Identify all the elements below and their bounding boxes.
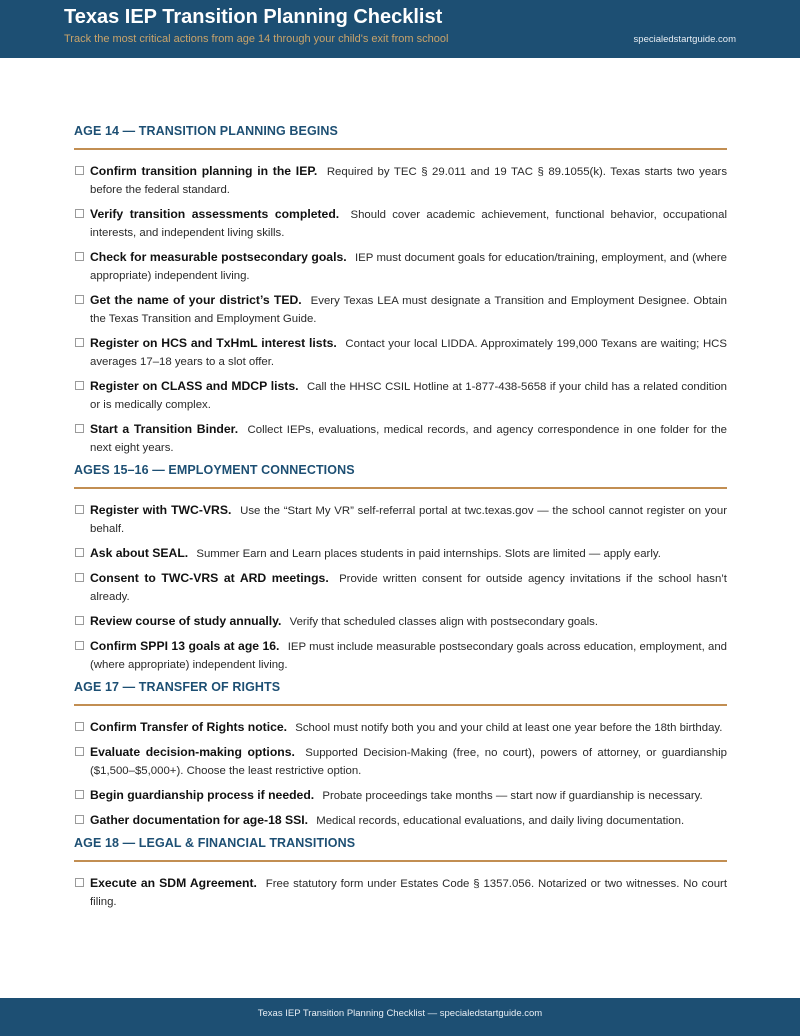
item-lead: Gather documentation for age-18 SSI. bbox=[90, 813, 309, 827]
item-description: Should cover academic achievement, functional behavior, occupational interests, and independent living skills. bbox=[90, 209, 727, 239]
checklist-item bbox=[74, 334, 727, 371]
checkbox[interactable] bbox=[75, 295, 84, 304]
item-lead: Execute an SDM Agreement. bbox=[90, 876, 257, 890]
item-lead: Evaluate decision-making options. bbox=[90, 745, 295, 759]
checklist-item bbox=[74, 205, 727, 242]
item-description: IEP must document goals for education/training, employment, and (where appropriate) independent living. bbox=[90, 252, 727, 282]
item-description: Probate proceedings take months — start now if guardianship is necessary. bbox=[322, 790, 703, 802]
section-divider bbox=[74, 860, 727, 862]
item-lead: Register with TWC-VRS. bbox=[90, 503, 232, 517]
item-lead: Register on HCS and TxHmL interest lists. bbox=[90, 336, 337, 350]
checkbox[interactable] bbox=[75, 209, 84, 218]
checklist-item bbox=[74, 544, 727, 563]
item-lead: Confirm Transfer of Rights notice. bbox=[90, 720, 288, 734]
item-lead: Confirm transition planning in the IEP. bbox=[90, 164, 318, 178]
checkbox[interactable] bbox=[75, 878, 84, 887]
item-lead: Start a Transition Binder. bbox=[90, 422, 239, 436]
checkbox[interactable] bbox=[75, 722, 84, 731]
checklist-item bbox=[74, 248, 727, 285]
item-lead: Get the name of your district’s TED. bbox=[90, 293, 302, 307]
checklist-section bbox=[74, 463, 727, 674]
footer-text: Texas IEP Transition Planning Checklist — specialedstartguide.com bbox=[257, 1008, 543, 1019]
page-footer bbox=[0, 998, 800, 1036]
item-lead: Review course of study annually. bbox=[90, 614, 282, 628]
page-subtitle: Track the most critical actions from age 14 through your child's exit from school bbox=[64, 33, 449, 45]
item-description: Every Texas LEA must designate a Transition and Employment Designee. Obtain the Texas Transition and Employment Guide. bbox=[90, 295, 727, 325]
item-lead: Begin guardianship process if needed. bbox=[90, 788, 315, 802]
checkbox[interactable] bbox=[75, 424, 84, 433]
checklist-item bbox=[74, 786, 727, 805]
item-description: Required by TEC § 29.011 and 19 TAC § 89.1055(k). Texas starts two years before the federal standard. bbox=[90, 166, 728, 196]
item-description: IEP must include measurable postsecondary goals across education, employment, and (where appropriate) independent living. bbox=[90, 641, 727, 671]
checklist-item bbox=[74, 811, 727, 830]
item-description: Collect IEPs, evaluations, medical records, and agency correspondence in one folder for the next eight years. bbox=[90, 424, 727, 454]
checkbox[interactable] bbox=[75, 573, 84, 582]
checklist-section bbox=[74, 680, 727, 830]
section-divider bbox=[74, 148, 727, 150]
item-description: Verify that scheduled classes align with postsecondary goals. bbox=[289, 616, 598, 628]
item-description: School must notify both you and your child at least one year before the 18th birthday. bbox=[295, 722, 723, 734]
item-lead: Ask about SEAL. bbox=[90, 546, 189, 560]
checklist-item bbox=[74, 501, 727, 538]
page-title: Texas IEP Transition Planning Checklist bbox=[64, 6, 443, 28]
checklist-item bbox=[74, 291, 727, 328]
checkbox[interactable] bbox=[75, 338, 84, 347]
item-description: Summer Earn and Learn places students in paid internships. Slots are limited — apply early. bbox=[196, 548, 661, 560]
checkbox[interactable] bbox=[75, 166, 84, 175]
item-lead: Consent to TWC-VRS at ARD meetings. bbox=[90, 571, 329, 585]
item-description: Supported Decision-Making (free, no court), powers of attorney, or guardianship ($1,500–$5,000+). Choose the least restrictive option. bbox=[90, 747, 727, 777]
item-description: Use the “Start My VR” self-referral portal at twc.texas.gov — the school cannot register on your behalf. bbox=[90, 505, 727, 535]
checkbox[interactable] bbox=[75, 381, 84, 390]
item-description: Free statutory form under Estates Code § 1357.056. Notarized or two witnesses. No court filing. bbox=[90, 878, 727, 908]
item-lead: Register on CLASS and MDCP lists. bbox=[90, 379, 299, 393]
section-divider bbox=[74, 487, 727, 489]
checklist-item bbox=[74, 569, 727, 606]
checkbox[interactable] bbox=[75, 252, 84, 261]
checkbox[interactable] bbox=[75, 641, 84, 650]
checklist-content bbox=[74, 124, 727, 917]
checklist-item bbox=[74, 743, 727, 780]
section-divider bbox=[74, 704, 727, 706]
item-lead: Confirm SPPI 13 goals at age 16. bbox=[90, 639, 280, 653]
section-title: AGE 18 — LEGAL & FINANCIAL TRANSITIONS bbox=[74, 836, 356, 850]
checklist-item bbox=[74, 637, 727, 674]
checklist-item bbox=[74, 718, 727, 737]
item-description: Provide written consent for outside agency invitations if the school hasn’t already. bbox=[90, 573, 727, 603]
checkbox[interactable] bbox=[75, 790, 84, 799]
section-title: AGES 15–16 — EMPLOYMENT CONNECTIONS bbox=[74, 463, 355, 477]
checklist-section bbox=[74, 124, 727, 457]
item-lead: Verify transition assessments completed. bbox=[90, 207, 340, 221]
checklist-item bbox=[74, 162, 727, 199]
section-title: AGE 17 — TRANSFER OF RIGHTS bbox=[74, 680, 281, 694]
checklist-item bbox=[74, 874, 727, 911]
header-site-link[interactable]: specialedstartguide.com bbox=[633, 34, 736, 45]
checklist-item bbox=[74, 612, 727, 631]
checklist-item bbox=[74, 377, 727, 414]
item-description: Call the HHSC CSIL Hotline at 1-877-438-5658 if your child has a related condition or is medically complex. bbox=[90, 381, 727, 411]
item-description: Medical records, educational evaluations, and daily living documentation. bbox=[316, 815, 685, 827]
checklist-section bbox=[74, 836, 727, 911]
item-description: Contact your local LIDDA. Approximately 199,000 Texans are waiting; HCS averages 17–18 years to a slot offer. bbox=[90, 338, 727, 368]
checkbox[interactable] bbox=[75, 815, 84, 824]
item-lead: Check for measurable postsecondary goals. bbox=[90, 250, 347, 264]
checklist-item bbox=[74, 420, 727, 457]
checkbox[interactable] bbox=[75, 616, 84, 625]
checkbox[interactable] bbox=[75, 747, 84, 756]
checkbox[interactable] bbox=[75, 505, 84, 514]
section-title: AGE 14 — TRANSITION PLANNING BEGINS bbox=[74, 124, 338, 138]
checkbox[interactable] bbox=[75, 548, 84, 557]
page-header bbox=[0, 0, 800, 58]
